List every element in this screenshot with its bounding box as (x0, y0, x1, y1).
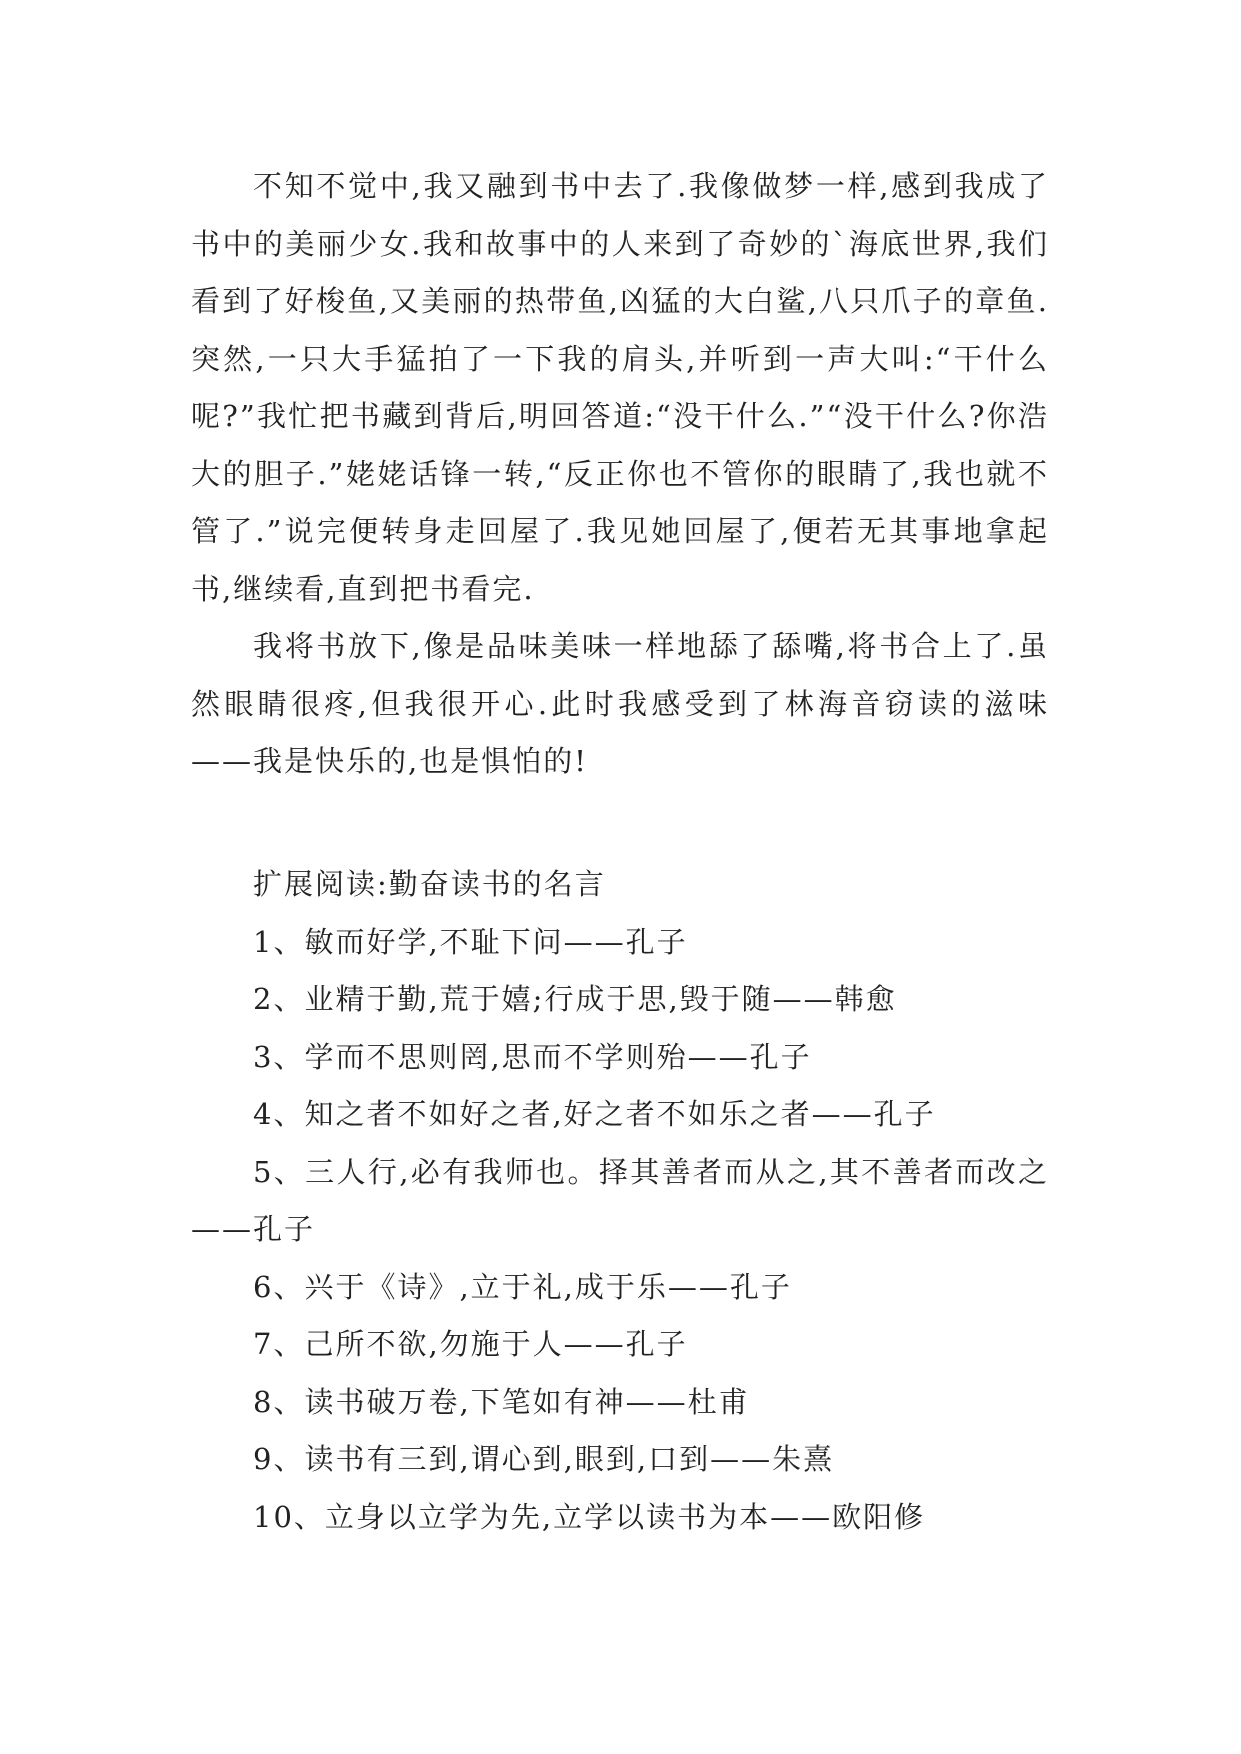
quote-item: 2、业精于勤,荒于嬉;行成于思,毁于随——韩愈 (253, 982, 897, 1016)
quote-item: 10、立身以立学为先,立学以读书为本——欧阳修 (253, 1499, 926, 1534)
story-text (191, 158, 1049, 791)
quote-item: 5、三人行,必有我师也。择其善者而从之,其不善者而改之——孔子 (191, 1154, 1049, 1246)
quotes-section (191, 856, 1049, 1546)
quote-item: 4、知之者不如好之者,好之者不如乐之者——孔子 (253, 1097, 936, 1131)
quote-item: 1、敏而好学,不耻下问——孔子 (253, 924, 688, 959)
quote-item: 9、读书有三到,谓心到,眼到,口到——朱熹 (253, 1442, 835, 1476)
quote-item: 8、读书破万卷,下笔如有神——杜甫 (253, 1384, 750, 1419)
quote-item: 6、兴于《诗》,立于礼,成于乐——孔子 (253, 1269, 792, 1304)
quote-item: 7、己所不欲,勿施于人——孔子 (253, 1327, 688, 1361)
quote-item: 3、学而不思则罔,思而不学则殆——孔子 (253, 1039, 812, 1074)
paragraph: 我将书放下,像是品味美味一样地舔了舔嘴,将书合上了.虽然眼睛很疼,但我很开心.此时我感受到了林海音窃读的滋味——我是快乐的,也是惧怕的! (191, 629, 1049, 778)
section-heading: 扩展阅读:勤奋读书的名言 (253, 867, 606, 901)
paragraph: 不知不觉中,我又融到书中去了.我像做梦一样,感到我成了书中的美丽少女.我和故事中的人来到了奇妙的`海底世界,我们看到了好梭鱼,又美丽的热带鱼,凶猛的大白鲨,八只爪子的章鱼.突然,一只大手猛拍了一下我的肩头,并听到一声大叫:“干什么呢?”我忙把书藏到背后,明回答道:“没干什么.”“没干什么?你浩大的胆子.”姥姥话锋一转,“反正你也不管你的眼睛了,我也就不管了.”说完便转身走回屋了.我见她回屋了,便若无其事地拿起书,继续看,直到把书看完. (191, 169, 1049, 606)
